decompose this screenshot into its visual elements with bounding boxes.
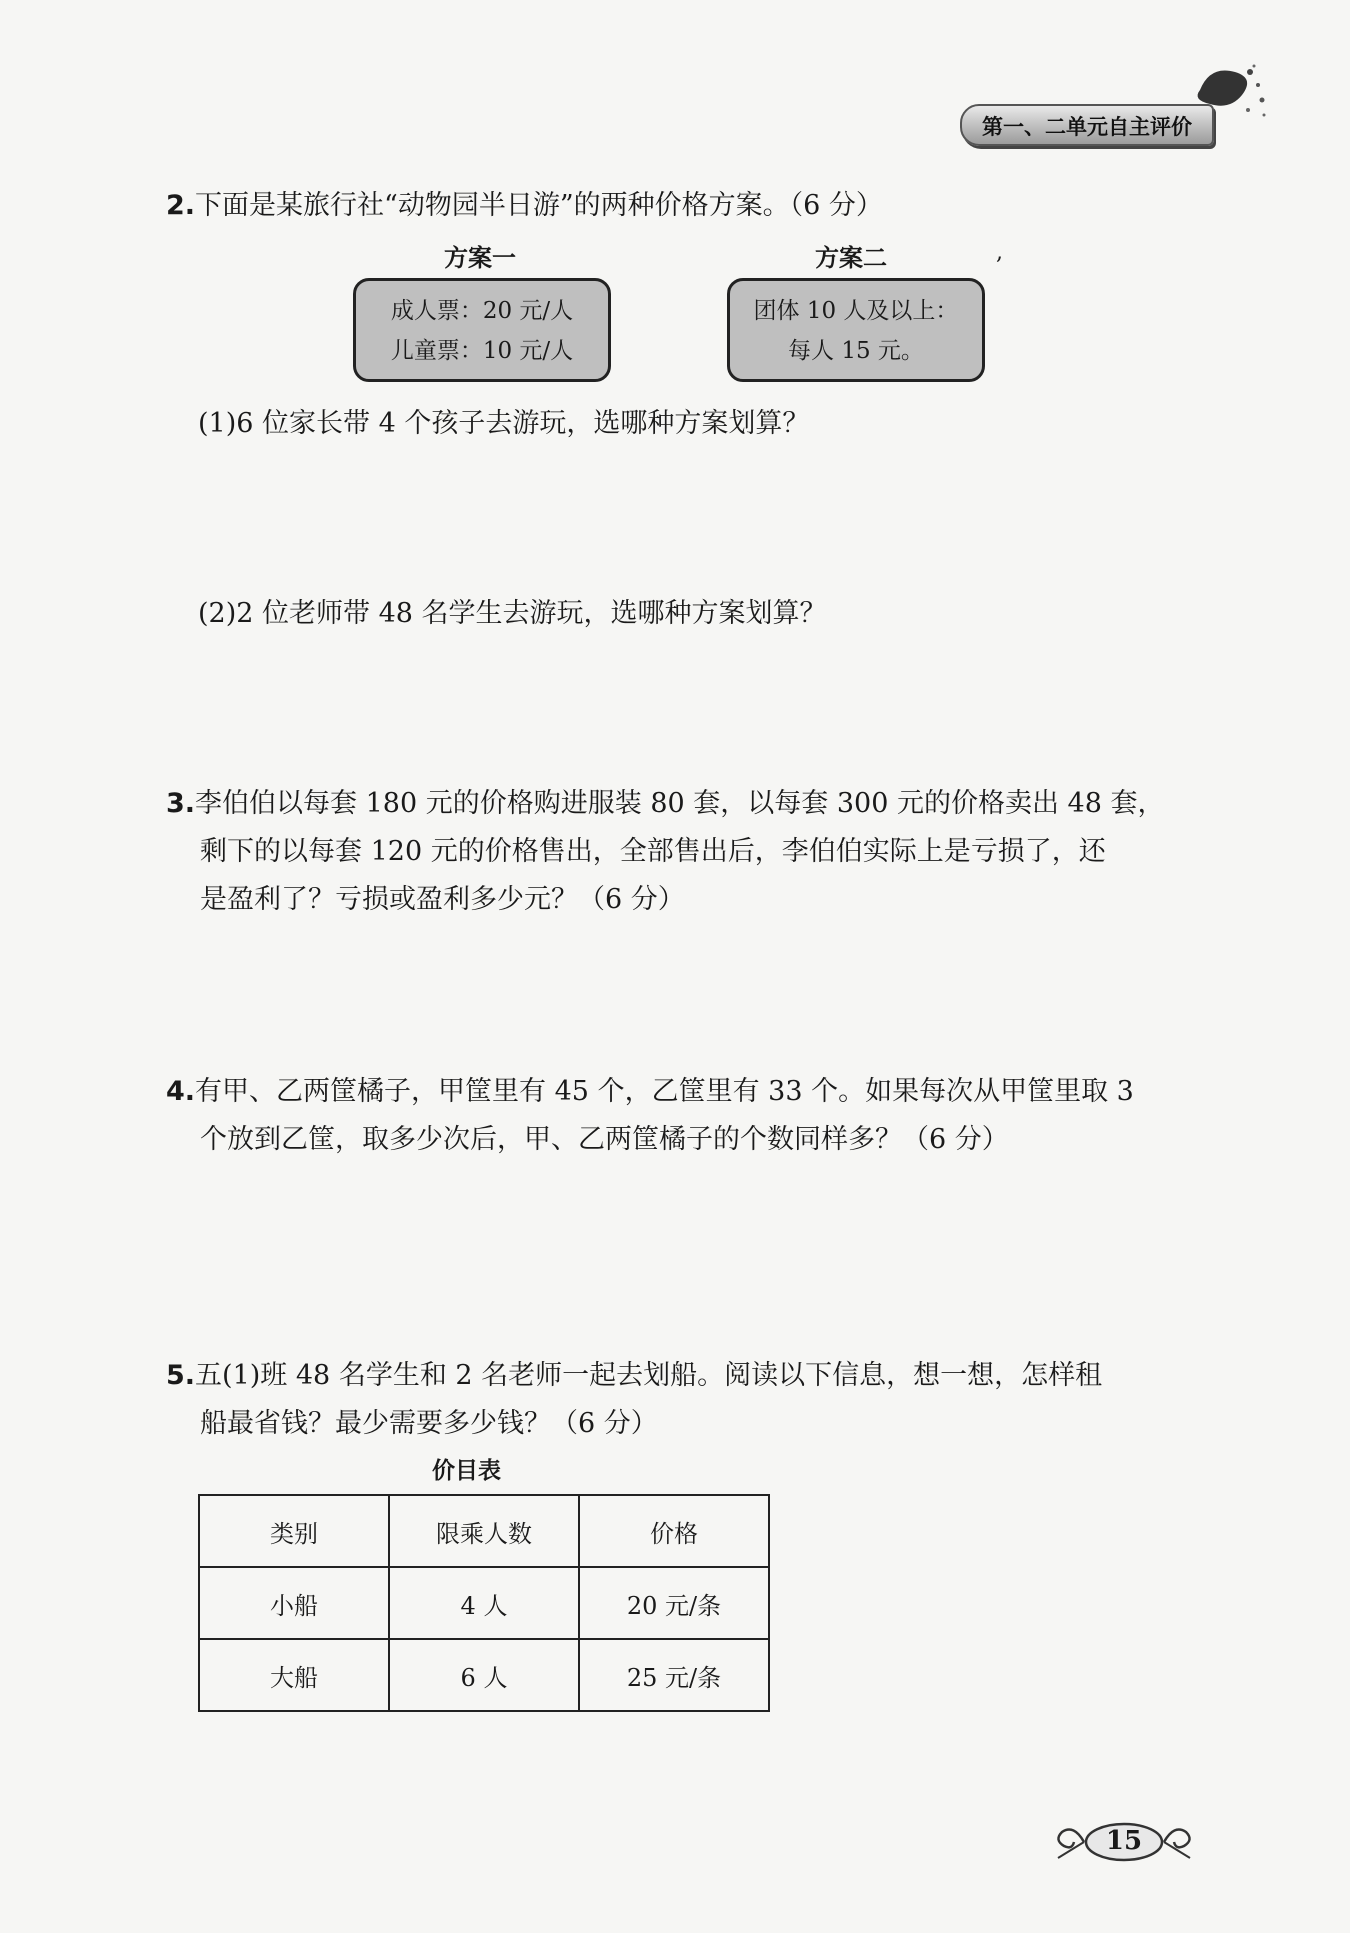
question-5	[166, 1352, 1102, 1448]
question-text: 下面是某旅行社“动物园半日游”的两种价格方案。（6 分）	[195, 190, 883, 221]
plan-1-box	[353, 278, 611, 382]
price-table	[198, 1494, 770, 1712]
question-3	[166, 780, 1165, 924]
question-2-part-1: (1)6 位家长带 4 个孩子去游玩，选哪种方案划算？	[198, 408, 810, 439]
question-line-2: 船最省钱？最少需要多少钱？（6 分）	[200, 1408, 658, 1439]
plan-2-box	[727, 278, 985, 382]
question-number: 3.	[166, 788, 196, 819]
table-row	[199, 1639, 769, 1711]
table-cell: 4 人	[389, 1567, 579, 1639]
question-line-1: 五(1)班 48 名学生和 2 名老师一起去划船。阅读以下信息，想一想，怎样租	[195, 1360, 1103, 1391]
section-banner	[960, 104, 1214, 146]
table-cell: 小船	[199, 1567, 389, 1639]
plan-2-title: 方案二	[815, 244, 887, 272]
question-2	[166, 182, 883, 230]
table-cell: 25 元/条	[579, 1639, 769, 1711]
plan-1-line-2: 儿童票：10 元/人	[390, 338, 574, 364]
question-number: 4.	[166, 1076, 196, 1107]
question-line-3: 是盈利了？亏损或盈利多少元？（6 分）	[200, 884, 685, 915]
stray-mark: ,	[996, 240, 1003, 265]
question-number: 2.	[166, 190, 196, 221]
table-header-cell: 限乘人数	[389, 1495, 579, 1567]
question-number: 5.	[166, 1360, 196, 1391]
question-line-1: 李伯伯以每套 180 元的价格购进服装 80 套，以每套 300 元的价格卖出 48 套，	[195, 788, 1165, 819]
plan-2-line-2: 每人 15 元。	[788, 338, 924, 364]
plan-1-line-1: 成人票：20 元/人	[390, 298, 574, 324]
question-line-1: 有甲、乙两筐橘子，甲筐里有 45 个，乙筐里有 33 个。如果每次从甲筐里取 3	[195, 1076, 1134, 1107]
plan-1-title: 方案一	[444, 244, 516, 272]
price-table-title: 价目表	[432, 1458, 501, 1484]
table-cell: 大船	[199, 1639, 389, 1711]
question-line-2: 剩下的以每套 120 元的价格售出，全部售出后，李伯伯实际上是亏损了，还	[200, 836, 1106, 867]
question-2-part-2: (2)2 位老师带 48 名学生去游玩，选哪种方案划算？	[198, 598, 827, 629]
table-header-cell: 价格	[579, 1495, 769, 1567]
page-number-ornament	[1054, 1818, 1194, 1866]
table-cell: 20 元/条	[579, 1567, 769, 1639]
page-number: 15	[1105, 1826, 1143, 1856]
question-line-2: 个放到乙筐，取多少次后，甲、乙两筐橘子的个数同样多？（6 分）	[200, 1124, 1009, 1155]
plan-2-line-1: 团体 10 人及以上：	[753, 298, 959, 324]
table-header-cell: 类别	[199, 1495, 389, 1567]
question-4	[166, 1068, 1134, 1164]
section-title: 第一、二单元自主评价	[982, 115, 1192, 139]
table-row	[199, 1567, 769, 1639]
table-cell: 6 人	[389, 1639, 579, 1711]
table-header-row	[199, 1495, 769, 1567]
